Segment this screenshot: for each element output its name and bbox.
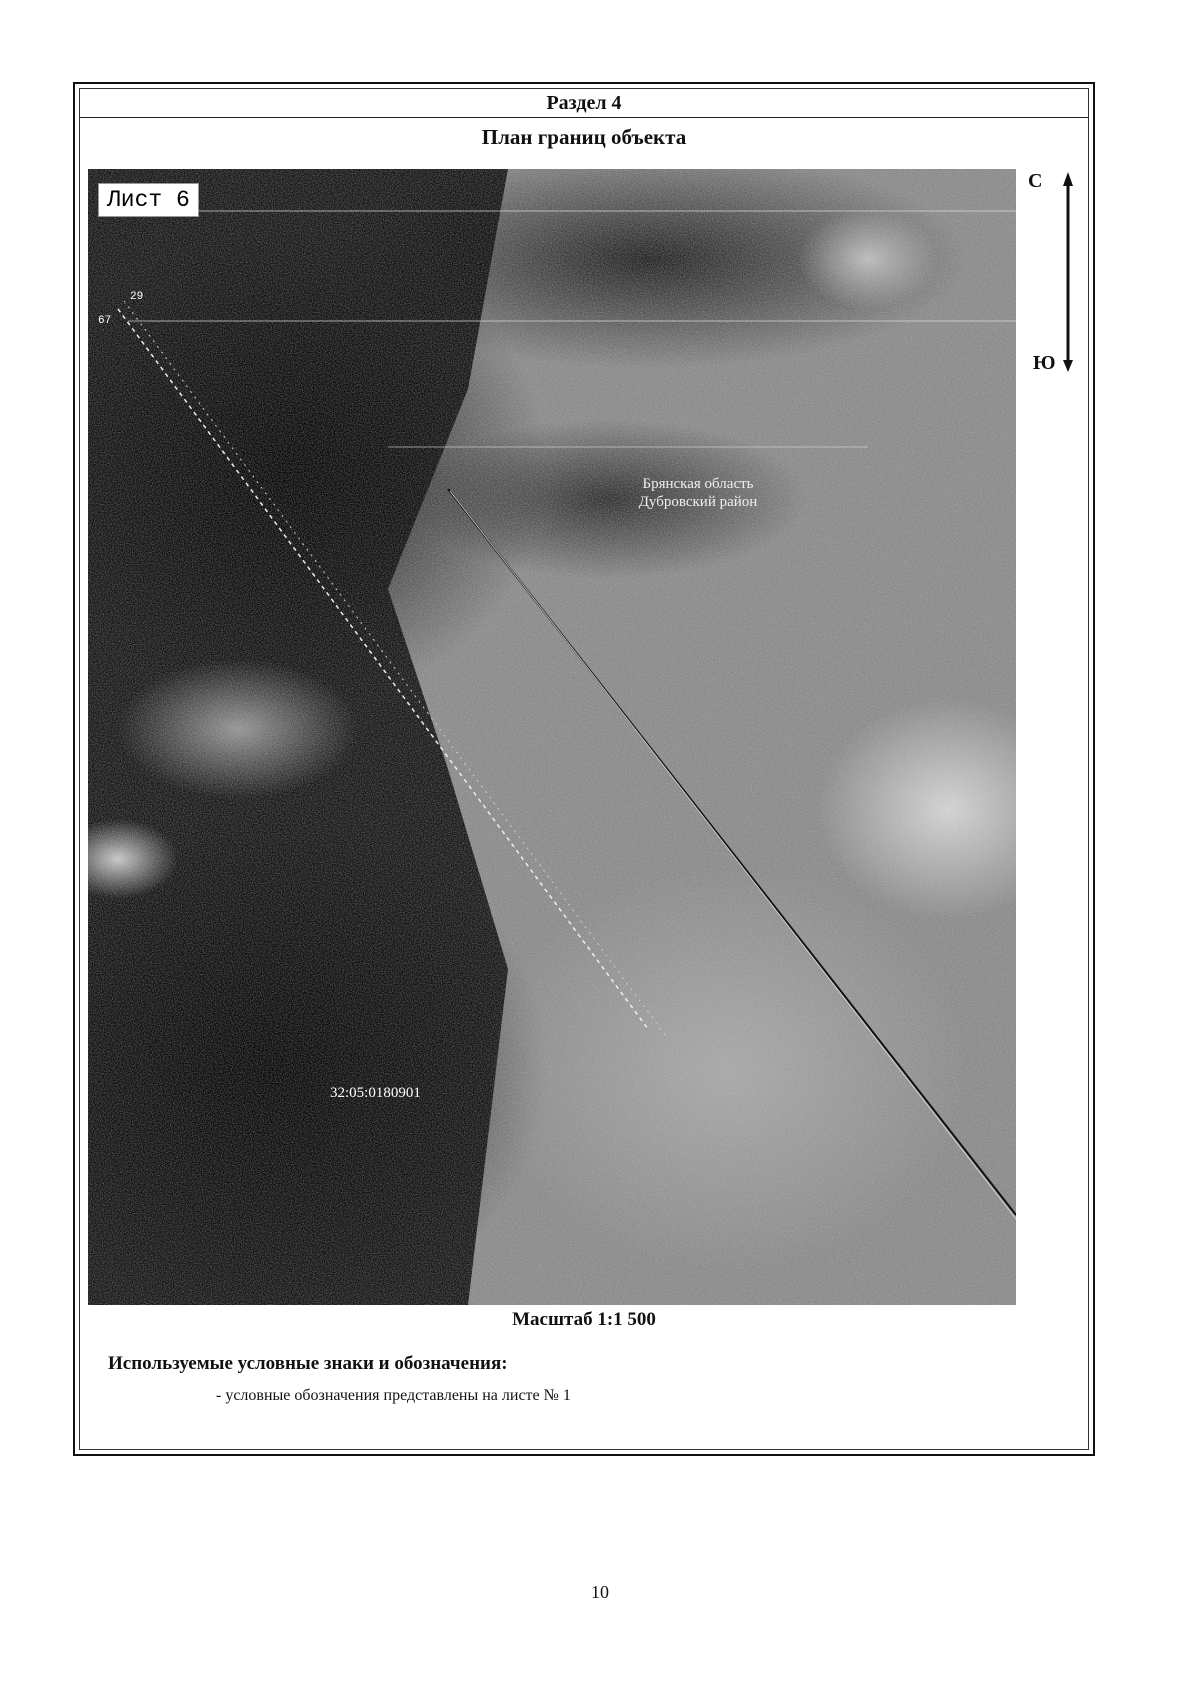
cadastral-number-label: 32:05:0180901: [330, 1085, 421, 1101]
sheet-label: Лист 6: [98, 183, 199, 217]
compass-north-label: С: [1028, 170, 1043, 192]
district-name: Дубровский район: [638, 494, 758, 510]
compass-south-label: Ю: [1033, 352, 1056, 374]
plan-title: План границ объекта: [481, 125, 687, 149]
point-label: 29: [130, 291, 144, 303]
legend-item: - условные обозначения представлены на листе № 1: [216, 1387, 571, 1404]
satellite-texture: [88, 169, 1016, 1305]
region-label: [608, 475, 788, 511]
legend-title: Используемые условные знаки и обозначения:: [108, 1353, 508, 1374]
north-arrow-icon: [1062, 172, 1074, 372]
point-label: 67: [98, 315, 112, 327]
scale-label: Масштаб 1:1 500: [512, 1309, 656, 1330]
document-frame: [73, 82, 1095, 1456]
section-heading: Раздел 4: [80, 89, 1088, 118]
map-image: [88, 169, 1016, 1305]
region-name: Брянская область: [642, 476, 754, 492]
document-frame-inner: [79, 88, 1089, 1450]
page-number: 10: [591, 1582, 609, 1602]
